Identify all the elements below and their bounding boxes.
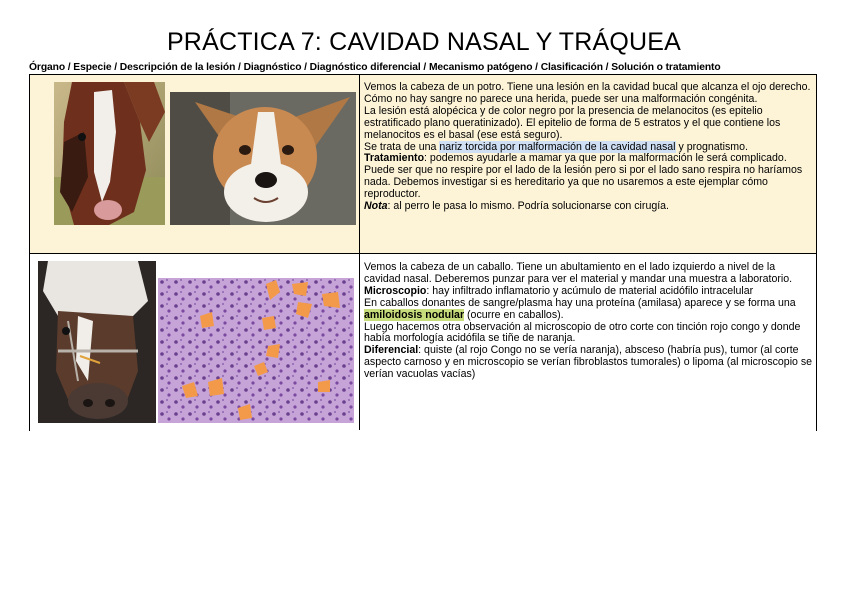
differential-text: : quiste (al rojo Congo no se vería naranja), absceso (habría pus), tumor (al corte aspecto carnoso y en microscopio se verían fibroblastos tumorales) o lipoma (al microscopio se verían vacuolas vacías) — [364, 344, 813, 381]
foal-photo — [54, 82, 165, 225]
foal-lesion: La lesión está alopécica y de color negro por la presencia de melanocitos (es epitelio estratificado plano queratinizado). El epitelio de forma de 5 estratos y el que contiene los melanocitos es el basal (ese está seguro). — [364, 104, 781, 141]
horse-diagnosis-post: (ocurre en caballos). — [464, 308, 564, 321]
microscope-label: Microscopio — [364, 284, 427, 297]
case-row-horse — [30, 254, 816, 431]
horse-photo — [38, 261, 156, 423]
foal-observation: Vemos la cabeza de un potro. Tiene una lesión en la cavidad bucal que alcanza el ojo derecho. Cómo no hay sangre no parece una herida, puede ser una malformación congénita. — [364, 81, 811, 105]
case-foal-description — [364, 82, 814, 213]
horse-stain: Luego hacemos otra observación al microscopio de otro corte con tinción rojo congo y donde había morfología acidófila se tiñe de naranja. — [364, 320, 801, 345]
case-horse-description — [364, 262, 814, 381]
histology-micrograph — [158, 278, 354, 423]
page-title: PRÁCTICA 7: CAVIDAD NASAL Y TRÁQUEA — [166, 28, 682, 56]
foal-treatment — [364, 153, 814, 201]
foal-note — [364, 201, 814, 213]
case-row-foal — [30, 75, 816, 254]
horse-diagnosis-highlight: amiloidosis nodular — [364, 308, 465, 321]
differential-label: Diferencial — [364, 344, 419, 357]
dog-photo — [170, 92, 356, 225]
note-label: Nota — [364, 200, 388, 213]
foal-diagnosis-pre: Se trata de una — [364, 140, 440, 153]
treatment-label: Tratamiento — [364, 152, 425, 165]
horse-differential — [364, 345, 814, 381]
column-headings: Órgano / Especie / Descripción de la lesión / Diagnóstico / Diagnóstico diferencial / Mecanismo patógeno / Clasificación / Solución o tratamiento — [29, 62, 721, 73]
column-divider — [359, 75, 360, 430]
horse-diagnosis-pre: En caballos donantes de sangre/plasma hay una proteína (amilasa) aparece y se forma una — [364, 296, 796, 309]
note-text: : al perro le pasa lo mismo. Podría solucionarse con cirugía. — [387, 200, 670, 213]
treatment-text: : podemos ayudarle a mamar ya que por la malformación le será complicado. Puede ser que no respire por el lado de la lesión pero si por el lado sano respira no haríamos nada. Debemos investigar si es hereditario ya que no usaremos a este ejemplar cómo reproductor. — [364, 152, 803, 201]
foal-diagnosis-post: y prognatismo. — [675, 140, 748, 153]
cases-table — [29, 74, 817, 431]
foal-diagnosis-highlight: nariz torcida por malformación de la cavidad nasal — [439, 140, 676, 153]
horse-diagnosis — [364, 298, 814, 322]
horse-observation: Vemos la cabeza de un caballo. Tiene un abultamiento en el lado izquierdo a nivel de la cavidad nasal. Deberemos punzar para ver el material y mandar una muestra a laboratorio. — [364, 261, 793, 285]
microscope-text: : hay infiltrado inflamatorio y acúmulo de material acidófilo intracelular — [426, 284, 754, 297]
